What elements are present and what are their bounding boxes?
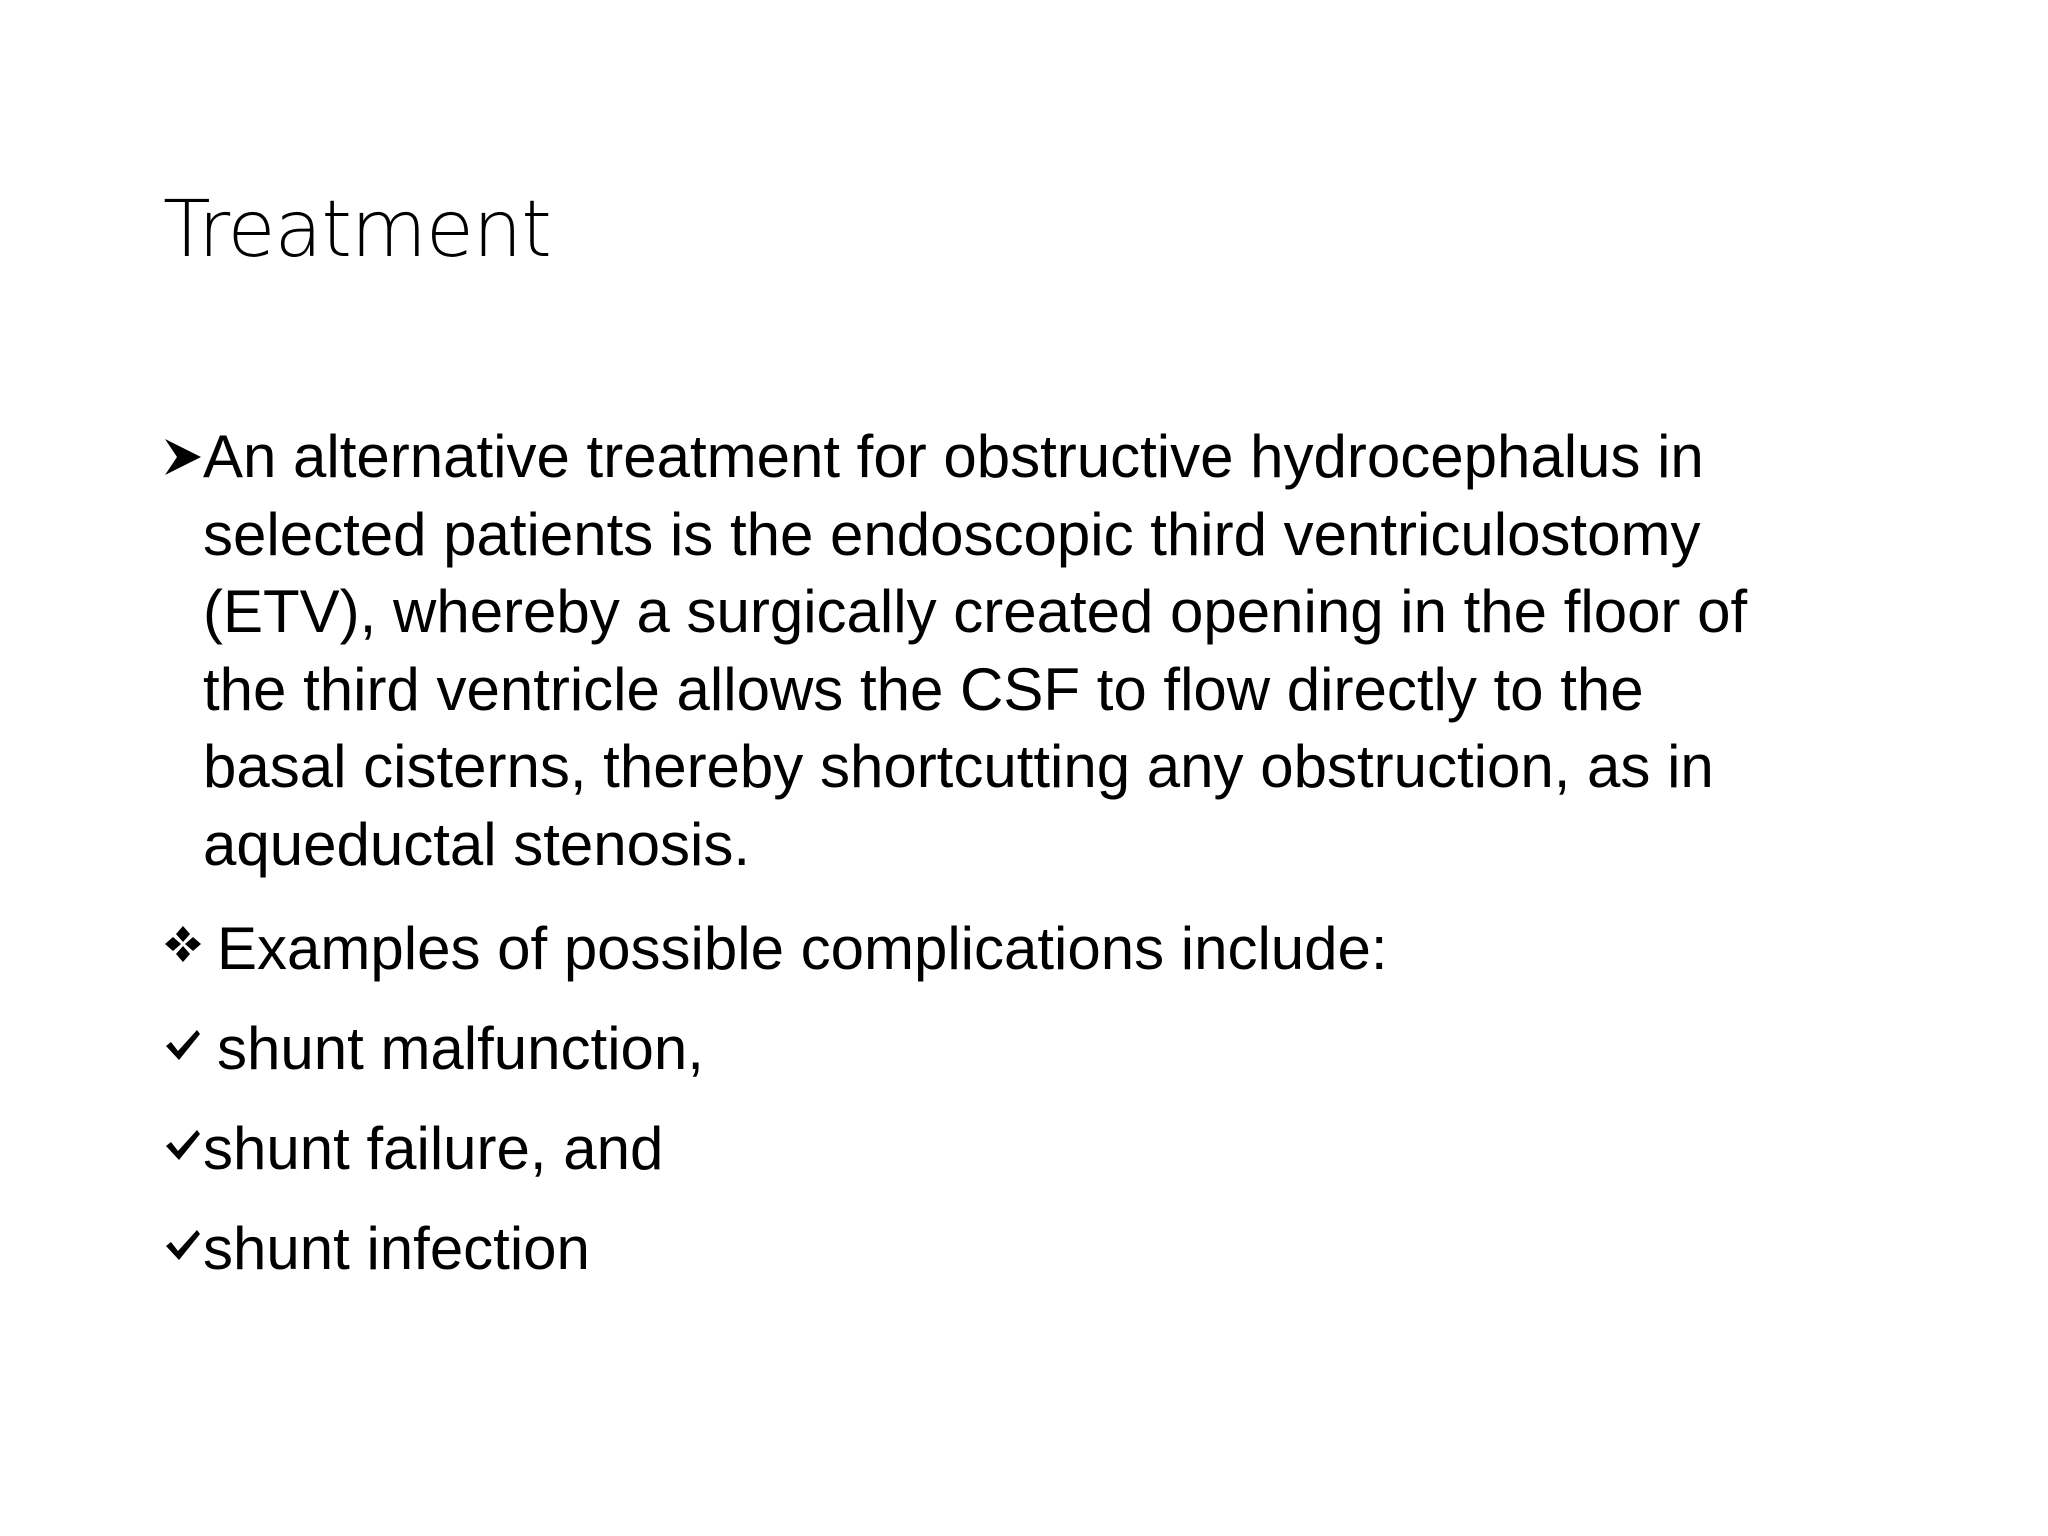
complications-intro-text: Examples of possible complications include: <box>217 915 1388 982</box>
complications-intro <box>163 899 1923 999</box>
paragraph-line: (ETV), whereby a surgically created opening in the floor of <box>203 578 1748 645</box>
arrowhead-bullet-icon <box>163 437 203 477</box>
complication-item <box>163 1199 1923 1299</box>
paragraph-line: basal cisterns, thereby shortcutting any obstruction, as in <box>203 733 1714 800</box>
treatment-paragraph <box>163 418 1923 883</box>
paragraph-line: aqueductal stenosis. <box>203 810 751 878</box>
complication-item <box>163 1099 1923 1199</box>
paragraph-line: selected patients is the endoscopic third ventriculostomy <box>203 500 1701 568</box>
paragraph-line: An alternative treatment for obstructive hydrocephalus in <box>203 423 1704 490</box>
complication-text: shunt malfunction, <box>217 1015 704 1082</box>
checkmark-icon <box>163 1126 203 1166</box>
checkmark-icon <box>163 1026 203 1066</box>
slide-body <box>163 418 1923 1299</box>
four-diamond-bullet-icon <box>163 924 203 964</box>
paragraph-line: the third ventricle allows the CSF to flow directly to the <box>203 655 1644 723</box>
complication-text: shunt failure, and <box>203 1115 664 1182</box>
complication-text: shunt infection <box>203 1215 590 1282</box>
slide-title: Treatment <box>163 185 551 275</box>
complication-item <box>163 999 1923 1099</box>
checkmark-icon <box>163 1226 203 1266</box>
